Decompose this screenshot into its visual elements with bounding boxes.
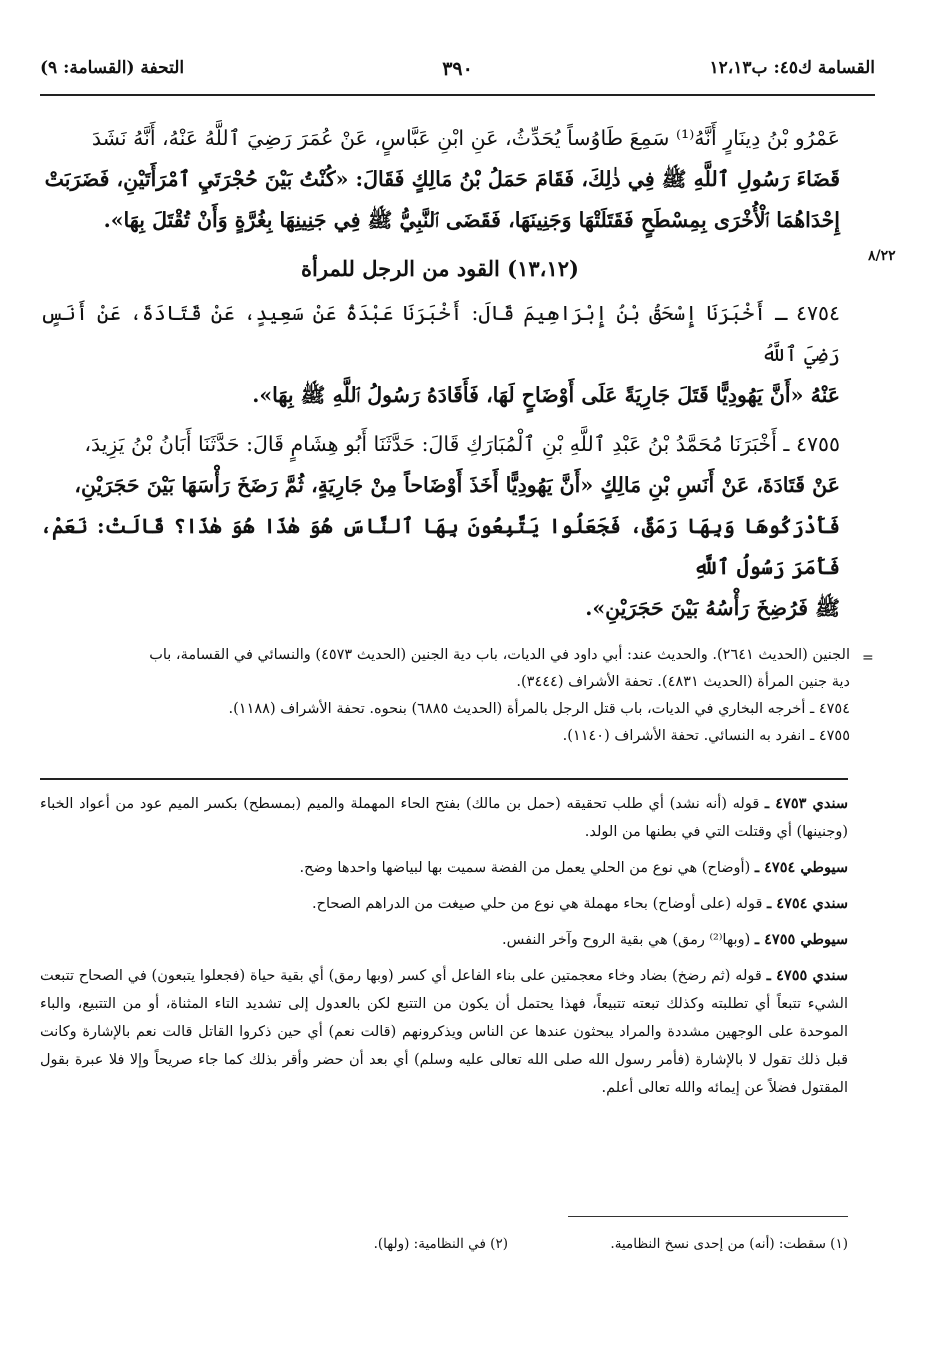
commentary-text: قوله (أنه نشد) أي طلب تحقيقه (حمل بن مالك) بفتح الحاء المهملة والميم (بمسطح) بكسر الميم عود من أعواد الخباء (وجنينها) أي وقتلت التي في بطنها من الولد. <box>40 796 848 840</box>
takhrij-line: الجنين (الحديث ٢٦٤١). والحديث عند: أبي داود في الديات، باب دية الجنين (الحديث ٤٥٧٣) والنسائي في القسامة، باب <box>149 647 850 663</box>
hadith-4755-line <box>40 465 840 506</box>
commentary-entry <box>40 790 848 846</box>
commentary-label: سندي ٤٧٥٤ ـ <box>767 895 848 912</box>
commentary-text: (أوضاح) هي نوع من الحلي يعمل من الفضة سميت بها لبياضها واحدها وضح. <box>299 860 751 876</box>
running-header <box>40 58 875 88</box>
text-line-bold: عَنْ قَتَادَةَ، عَنْ أَنَسِ بْنِ مَالِكٍ «أَنَّ يَهُودِيًّا أَخَذَ أَوْضَاحاً مِنْ جَارِيَةٍ، ثُمَّ رَضَخَ رَأْسَهَا بَيْنَ حَجَرَيْنِ، <box>74 473 840 497</box>
commentary-label: سندي ٤٧٥٥ ـ <box>766 967 849 984</box>
text-line: عَمْرُو بْنُ دِينَارٍ أَنَّهُ⁽¹⁾ سَمِعَ طَاوُساً يُحَدِّثُ، عَنِ ابْنِ عَبَّاسٍ، عَنْ عُمَرَ رَضِيَ ٱللَّهُ عَنْهُ، أَنَّهُ نَشَدَ <box>91 126 840 150</box>
hadith-4754-line <box>40 375 840 416</box>
header-tuhfa-ref: التحفة (القسامة: ٩) <box>40 58 185 78</box>
chapter-title: (١٣،١٢) القود من الرجل للمرأة <box>301 256 579 281</box>
commentary-entry <box>40 962 848 1102</box>
continuation-marker: = <box>862 650 874 666</box>
commentary <box>40 790 848 1110</box>
commentary-entry <box>40 890 848 918</box>
hadith-text <box>40 118 840 629</box>
hadith-4755-line <box>40 588 840 629</box>
text-line <box>40 159 840 200</box>
footnote-1: (١) سقطت: (أنه) من إحدى نسخ النظامية. <box>610 1236 848 1252</box>
text-line-bold: قَضَاءَ رَسُولِ ٱللَّهِ ﷺ فِي ذٰلِكَ، فَقَامَ حَمَلُ بْنُ مَالِكٍ فَقَالَ: «كُنْتُ بَيْنَ حُجْرَتَيِ ٱمْرَأَتَيْنِ، فَضَرَبَتْ <box>44 167 840 191</box>
commentary-entry <box>40 926 848 954</box>
text-line-bold: ﷺ فَرُضِخَ رَأْسُهُ بَيْنَ حَجَرَيْنِ». <box>585 596 840 620</box>
footnote-divider <box>568 1216 848 1217</box>
text-line-bold: عَنْهُ «أَنَّ يَهُودِيًّا قَتَلَ جَارِيَةً عَلَى أَوْضَاحٍ لَهَا، فَأَقَادَهُ رَسُولُ ٱللَّهِ ﷺ بِهَا». <box>252 383 840 407</box>
page-number: ٣٩٠ <box>442 58 473 80</box>
commentary-text: قوله (على أوضاح) بحاء مهملة هي نوع من حلي صيغت من الدراهم الصحاح. <box>312 896 763 912</box>
header-chapter-ref: القسامة ك٤٥: ب١٢،١٣ <box>709 58 875 78</box>
takhrij-line: ٤٧٥٤ ـ أخرجه البخاري في الديات، باب قتل الرجل بالمرأة (الحديث ٦٨٨٥) بنحوه. تحفة الأشراف (١١٨٨). <box>228 701 850 717</box>
hadith-4755-line <box>40 506 840 588</box>
commentary-label: سيوطي ٤٧٥٥ ـ <box>754 931 848 948</box>
commentary-entry <box>40 854 848 882</box>
takhrij-line: دية جنين المرأة (الحديث ٤٨٣١). تحفة الأشراف (٣٤٤٤). <box>516 674 850 690</box>
text-line <box>40 200 840 241</box>
footnote-2: (٢) في النظامية: (ولها). <box>373 1236 508 1252</box>
commentary-text: (وبها⁽²⁾ رمق) هي بقية الروح وآخر النفس. <box>502 932 751 948</box>
commentary-divider <box>40 778 848 780</box>
commentary-text: قوله (ثم رضخ) بضاد وخاء معجمتين على بناء الفاعل أي كسر (وبها رمق) أي بقية حياة (فجعلوا يتبعون) في الصحاح تتبعت الشيء تتبعاً أي تطلبته وكذلك تبعته تتبيعاً، فهذا يحتمل أن يكون من التتبع لكن بالعدول إلى تشديد التاء المثناة، أو من التتبيع، والباء الموحدة على الوجهين مشددة والمراد يبحثون عندها عن الناس ويذكرونهم (قالت نعم) أي حين ذكروا القاتل قالت نعم بالإشارة وكانت قبل ذلك تقول لا بالإشارة (فأمر رسول الله صلى الله تعالى عليه وسلم) أي بعد أن حضر وأقر بذلك كما جاء صريحاً وإلا فلا عبرة بقول المقتول فضلاً عن إيمائه والله تعالى أعلم. <box>40 968 848 1096</box>
takhrij-notes <box>40 642 850 750</box>
takhrij-line: ٤٧٥٥ ـ انفرد به النسائي. تحفة الأشراف (١١٤٠). <box>562 728 850 744</box>
margin-note: ٨/٢٢ <box>868 248 896 264</box>
text-line-bold: فَأَدْرَكُوهَا وَبِهَا رَمَقٌ، فَجَعَلُوا يَتَّبِعُونَ بِهَا ٱلنَّاسَ هُوَ هٰذَا هُوَ هٰذَا؟ قَالَتْ: نَعَمْ، فَأَمَرَ رَسُولُ ٱللَّهِ <box>40 514 840 579</box>
commentary-label: سندي ٤٧٥٣ ـ <box>764 795 849 812</box>
commentary-label: سيوطي ٤٧٥٤ ـ <box>754 859 848 876</box>
header-divider <box>40 94 875 96</box>
hadith-4754-line: ٤٧٥٤ ـ أَخْبَرَنَا إِسْحَقُ بْنُ إِبْرَاهِيمَ قَالَ: أَخْبَرَنَا عَبْدَةُ عَنْ سَعِيدٍ، عَنْ قَتَادَةَ، عَنْ أَنَسٍ رَضِيَ ٱللَّهُ <box>40 301 840 366</box>
hadith-4755-line: ٤٧٥٥ ـ أَخْبَرَنَا مُحَمَّدُ بْنُ عَبْدِ ٱللَّهِ بْنِ ٱلْمُبَارَكِ قَالَ: حَدَّثَنَا أَبُو هِشَامٍ قَالَ: حَدَّثَنَا أَبَانُ بْنُ يَزِيدَ، <box>84 432 840 456</box>
text-line-bold: إِحْدَاهُمَا ٱلْأُخْرَى بِمِسْطَحٍ فَقَتَلَتْهَا وَجَنِينَهَا، فَقَضَى ٱلنَّبِيُّ ﷺ فِي جَنِينِهَا بِغُرَّةٍ وَأَنْ تُقْتَلَ بِهَا». <box>103 208 840 232</box>
